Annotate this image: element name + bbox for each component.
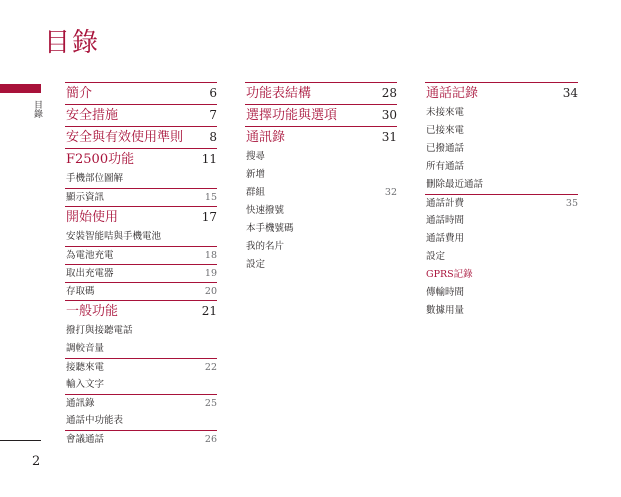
toc-entry-label: 手機部位圖解 [66,173,124,184]
toc-entry-page-number: 17 [201,210,217,224]
toc-section-entry[interactable] [65,412,217,430]
toc-entry-label: 未接來電 [426,107,465,118]
toc-entry-label: 通話費用 [426,233,465,244]
toc-entry-label: 調較音量 [66,343,105,354]
toc-section-entry[interactable] [65,170,217,188]
toc-chapter-entry[interactable] [245,104,397,126]
toc-section-entry[interactable] [65,430,217,448]
toc-section-entry[interactable] [65,282,217,300]
toc-entry-label: 取出充電器 [66,268,114,279]
toc-section-entry[interactable] [65,358,217,376]
toc-entry-label: 我的名片 [246,241,285,252]
toc-entry-label: 通話中功能表 [66,415,124,426]
toc-entry-label: 安裝智能咭與手機電池 [66,231,162,242]
toc-chapter-entry[interactable] [65,126,217,148]
toc-section-entry[interactable] [245,184,397,202]
toc-entry-label: GPRS記錄 [426,269,473,280]
toc-chapter-entry[interactable] [245,126,397,148]
toc-chapter-entry[interactable] [425,82,578,104]
toc-entry-label: 功能表結構 [246,86,312,101]
toc-chapter-entry[interactable] [65,104,217,126]
toc-entry-page-number: 26 [204,434,217,445]
toc-entry-label: 撥打與接聽電話 [66,325,133,336]
toc-section-entry[interactable] [65,246,217,264]
toc-entry-label: 數據用量 [426,305,465,316]
toc-entry-label: 通話時間 [426,215,465,226]
toc-entry-page-number: 18 [204,250,217,261]
toc-section-entry[interactable] [245,202,397,220]
toc-entry-label: 已接來電 [426,125,465,136]
toc-entry-label: 選擇功能與選項 [246,108,338,123]
toc-entry-label: 接聽來電 [66,362,105,373]
toc-section-entry[interactable] [425,248,578,266]
toc-entry-label: 快速撥號 [246,205,285,216]
toc-entry-label: 開始使用 [66,210,119,225]
toc-entry-label: 所有通話 [426,161,465,172]
toc-entry-label: 通話計費 [426,198,465,209]
toc-entry-page-number: 7 [209,108,217,122]
footer-rule [0,440,41,441]
toc-entry-label: 簡介 [66,86,93,101]
toc-entry-page-number: 28 [381,86,397,100]
toc-section-entry[interactable] [65,188,217,206]
toc-entry-page-number: 32 [384,187,397,198]
toc-section-entry[interactable] [425,194,578,212]
toc-entry-page-number: 15 [204,192,217,203]
toc-section-entry[interactable] [245,220,397,238]
toc-entry-label: 會議通話 [66,434,105,445]
toc-entry-label: 傳輸時間 [426,287,465,298]
toc-entry-page-number: 20 [204,286,217,297]
toc-entry-page-number: 19 [204,268,217,279]
toc-entry-label: 通訊錄 [246,130,286,145]
toc-chapter-entry[interactable] [245,82,397,104]
toc-chapter-entry[interactable] [65,148,217,170]
toc-section-entry[interactable] [65,340,217,358]
toc-section-entry[interactable] [245,238,397,256]
page-number: 2 [32,454,41,469]
toc-section-entry[interactable] [425,230,578,248]
toc-section-entry[interactable] [425,284,578,302]
section-tab-marker [0,84,41,93]
toc-section-entry[interactable] [65,376,217,394]
toc-entry-label: 刪除最近通話 [426,179,484,190]
toc-section-entry[interactable] [425,212,578,230]
toc-section-entry[interactable] [245,148,397,166]
toc-section-entry[interactable] [65,322,217,340]
toc-entry-label: F2500功能 [66,152,135,167]
toc-entry-page-number: 11 [201,152,217,166]
toc-column-2 [245,82,397,274]
toc-entry-label: 已撥通話 [426,143,465,154]
toc-entry-label: 安全與有效使用準則 [66,130,184,145]
toc-entry-page-number: 21 [201,304,217,318]
toc-section-entry[interactable] [425,104,578,122]
toc-entry-page-number: 31 [381,130,397,144]
toc-section-entry[interactable] [425,140,578,158]
toc-entry-page-number: 8 [209,130,217,144]
toc-entry-label: 新增 [246,169,266,180]
toc-section-entry[interactable] [245,256,397,274]
toc-chapter-entry[interactable] [65,82,217,104]
toc-section-entry[interactable] [425,158,578,176]
toc-entry-label: 搜尋 [246,151,266,162]
toc-entry-page-number: 22 [204,362,217,373]
toc-section-entry[interactable] [245,166,397,184]
toc-entry-label: 存取碼 [66,286,95,297]
toc-entry-label: 為電池充電 [66,250,114,261]
toc-section-entry[interactable] [425,266,578,284]
toc-entry-label: 本手機號碼 [246,223,294,234]
toc-chapter-entry[interactable] [65,206,217,228]
toc-section-entry[interactable] [425,122,578,140]
toc-entry-page-number: 30 [381,108,397,122]
toc-entry-label: 輸入文字 [66,379,105,390]
toc-entry-label: 通話記錄 [426,86,479,101]
toc-section-entry[interactable] [65,264,217,282]
toc-entry-page-number: 25 [204,398,217,409]
toc-section-entry[interactable] [65,228,217,246]
toc-entry-page-number: 35 [565,198,578,209]
toc-entry-label: 顯示資訊 [66,192,105,203]
toc-entry-label: 安全措施 [66,108,119,123]
toc-entry-label: 設定 [426,251,446,262]
toc-entry-label: 群組 [246,187,266,198]
toc-column-1 [65,82,217,448]
page-title: 目錄 [44,28,101,58]
toc-section-entry[interactable] [65,394,217,412]
side-section-label: 目錄 [32,100,42,118]
toc-entry-label: 設定 [246,259,266,270]
toc-entry-label: 通訊錄 [66,398,95,409]
toc-chapter-entry[interactable] [65,300,217,322]
toc-column-3 [425,82,578,320]
toc-entry-page-number: 34 [562,86,578,100]
toc-section-entry[interactable] [425,302,578,320]
toc-entry-label: 一般功能 [66,304,119,319]
toc-entry-page-number: 6 [209,86,217,100]
toc-section-entry[interactable] [425,176,578,194]
